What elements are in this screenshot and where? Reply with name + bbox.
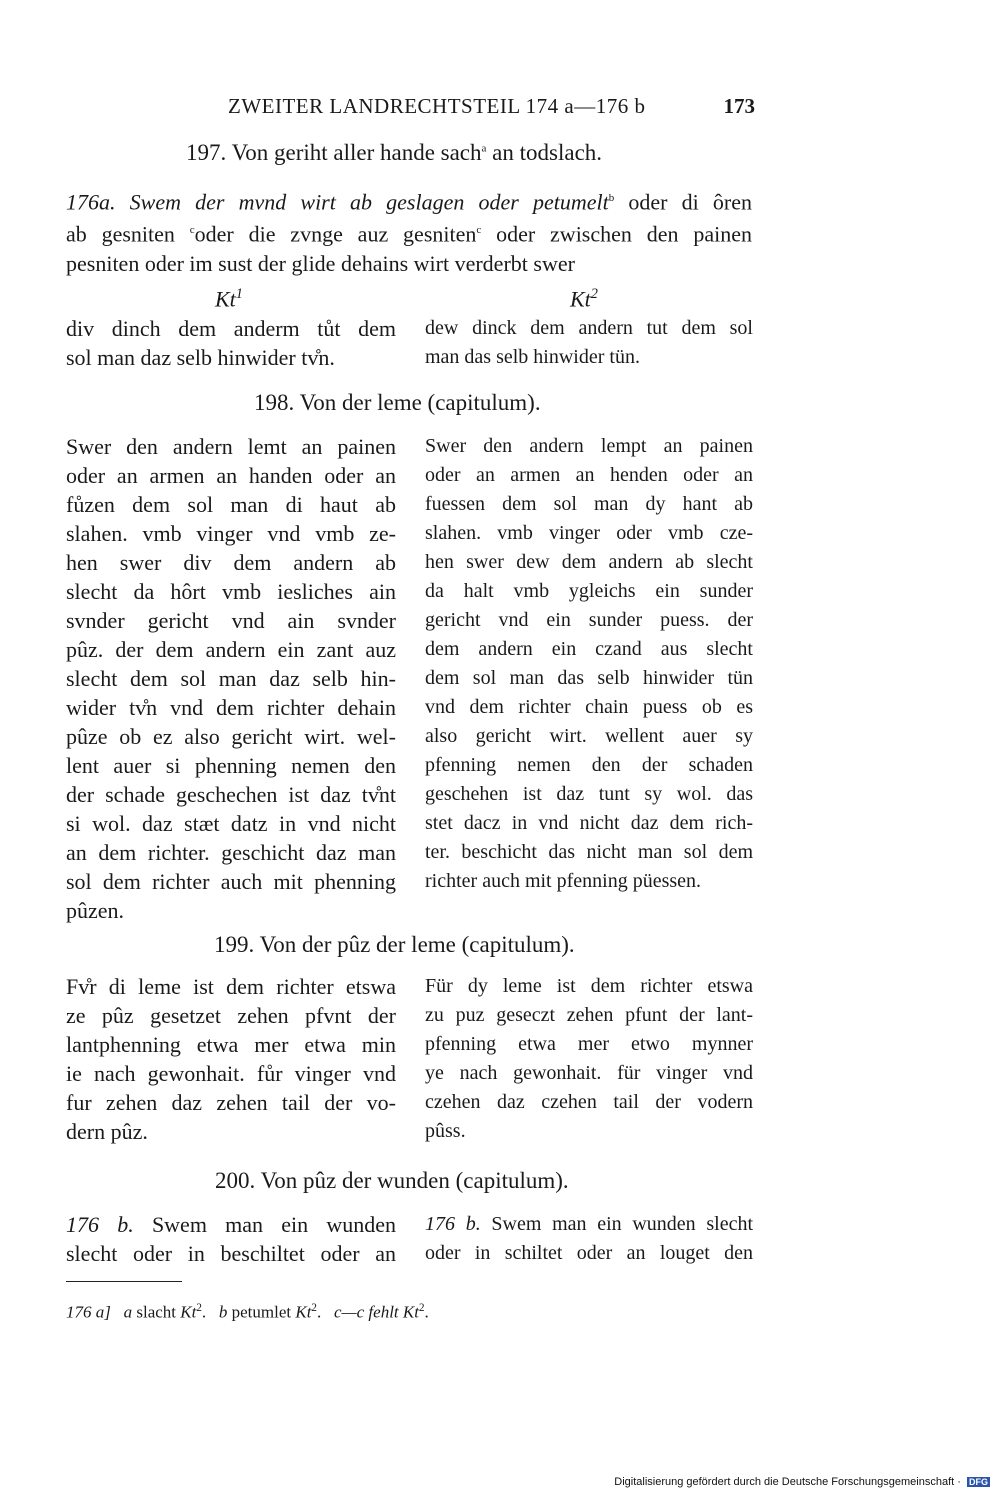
column-kt2-200: 176 b. Swem man ein wunden slecht oder in schiltet oder an louget den [425,1213,754,1264]
text-line: pesniten oder im sust der glide dehains wirt verderbt swer [66,250,575,276]
column-kt2-198: Swer den andern lempt an painen oder an armen an henden oder an fuessen dem sol man dy hant ab slahen. vmb vinger oder vmb cze- hen swer dew dem andern ab slecht da halt vmb ygleichs ein sunder gericht vnd ein sunder puess. der dem andern ein czand aus slecht dem sol man das selb hinwider tün vnd dem richter chain puess ob es also gericht wirt. wellent auer sy pfenning nemen den der schaden geschehen ist daz tunt sy wol. das stet dacz in vnd nicht daz dem rich- ter. beschicht das nicht man sol dem richter auch mit pfenning püessen. [425,435,753,892]
running-title: ZWEITER LANDRECHTSTEIL 174 a—176 b [228,94,646,118]
dfg-logo: DFG [969,1477,988,1488]
section-heading-198: 198. Von der leme (capitulum). [254,390,541,415]
section-heading-197: 197. Von geriht aller hande sach$^a$ an todslach. [186,140,603,165]
siglum-kt1: Kt$^1$ [215,286,243,312]
text-line: 176a. Swem der mvnd wirt ab geslagen oder petumelt$^b$ oder di ôren [66,189,752,215]
column-kt1-197: div dinch dem anderm tůt dem sol man daz selb hinwider tv̊n. [66,316,396,370]
column-kt2-197: dew dinck dem andern tut dem sol man das selb hinwider tün. [425,317,753,368]
column-kt1-199: Fv̊r di leme ist dem richter etswa ze pûz gesetzet zehen pfvnt der lantphenning etwa mer etwa min ie nach gewonhait. fůr vinger vnd fur zehen daz zehen tail der vo- dern pûz. [66,974,396,1144]
siglum-kt2: Kt$^2$ [570,286,598,312]
footnote-apparatus: 176 a] a slacht Kt$^2$. b petumlet Kt$^2$. c—c fehlt Kt$^2$. [66,1302,429,1322]
column-kt1-200: 176 b. Swem man ein wunden slecht oder in beschiltet oder an [66,1212,396,1266]
column-kt1-198: Swer den andern lemt an painen oder an armen an handen oder an fůzen dem sol man di haut ab slahen. vmb vinger vnd vmb ze- hen swer div dem andern ab slecht da hôrt vmb iesliches ain svnder gericht vnd ain svnder pûz. der dem andern ein zant auz slecht dem sol man daz selb hin- wider tv̊n vnd dem richter dehain pûze ob ez also gericht wirt. wel- lent auer si phenning nemen den der schade geschechen ist daz tv̊nt si wol. daz stæt datz in vnd nicht an dem richter. geschicht daz man sol dem richter auch mit phenning pûzen. [66,434,396,923]
column-kt2-199: Für dy leme ist dem richter etswa zu puz geseczt zehen pfunt der lant- pfenning etwa mer etwo mynner ye nach gewonhait. für vinger vnd czehen daz czehen tail der vodern pûss. [425,975,753,1142]
paragraph-176a [66,184,752,278]
section-heading-199: 199. Von der pûz der leme (capitulum). [214,932,575,957]
section-heading-200: 200. Von pûz der wunden (capitulum). [215,1168,569,1193]
page-number: 173 [723,94,755,118]
footnote-rule [66,1281,182,1282]
digitization-credit: Digitalisierung gefördert durch die Deutsche Forschungsgemeinschaft · DFG [614,1476,988,1488]
text-line: ab gesniten $^c$oder die zvnge auz gesniten$^c$ oder zwischen den painen [66,221,752,247]
